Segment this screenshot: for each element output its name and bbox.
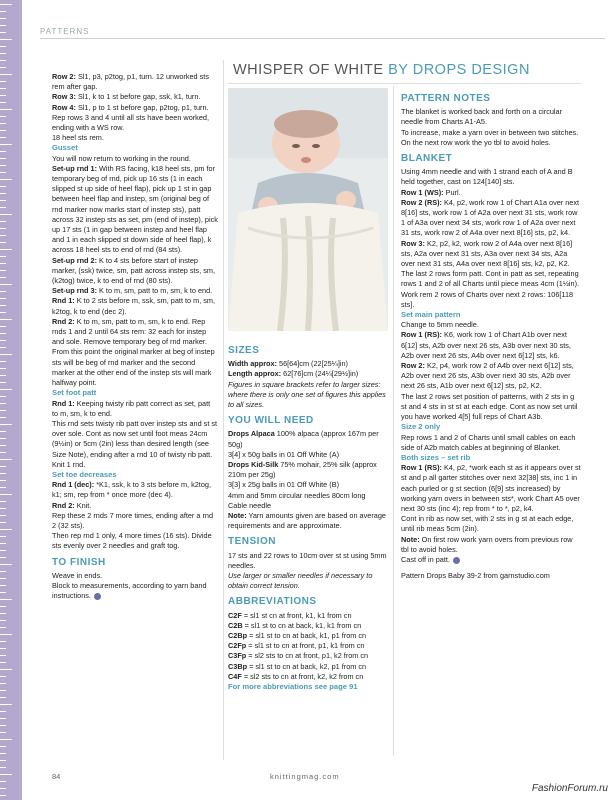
body-paragraph (401, 433, 581, 453)
ruler-tick (0, 284, 12, 285)
paragraph-text: 4mm and 5mm circular needles 80cm long (228, 490, 366, 500)
ruler-tick (0, 4, 12, 5)
body-paragraph (401, 392, 581, 423)
ruler-tick (0, 627, 6, 628)
body-paragraph (401, 555, 581, 565)
bold-lead: Row 1 (RS): (401, 330, 442, 340)
paragraph-text: Rep rows 3 and 4 until all sts have been worked, ending with a WS row. (52, 112, 209, 133)
ruler-tick (0, 298, 6, 299)
body-paragraph (228, 551, 390, 571)
paragraph-text: = sl1 st to cn at back, k1, k1 from cn (242, 620, 362, 630)
ruler-tick (0, 676, 6, 677)
bold-lead: Row 2: (52, 72, 76, 81)
bold-lead: C2B (228, 620, 243, 630)
body-paragraph (52, 286, 218, 296)
bold-lead: Drops Alpaca (228, 429, 275, 439)
bold-lead: Rnd 1: (52, 296, 75, 306)
ruler-tick (0, 67, 6, 68)
body-paragraph (401, 330, 581, 361)
bold-lead: C3Bp (228, 661, 248, 671)
ruler-tick (0, 732, 6, 733)
body-paragraph (52, 92, 218, 102)
body-paragraph (52, 399, 218, 419)
body-paragraph (52, 480, 218, 500)
ruler-tick (0, 235, 6, 236)
paragraph-text: Sl1, p3, p2tog, p1, turn. 12 unworked sts rem after gap. (52, 72, 209, 92)
bold-lead: Set-up rnd 2: (52, 255, 97, 265)
ruler-tick (0, 130, 6, 131)
paragraph-text: K to 2 sts before m, ssk, sm, patt to m, sm, k2tog, k to end (dec 2). (52, 296, 216, 316)
ruler-tick (0, 725, 6, 726)
section-heading: TO FINISH (52, 556, 106, 568)
body-paragraph (228, 672, 390, 682)
column-divider-right (393, 86, 394, 756)
paragraph-text: Knit. (74, 500, 92, 510)
ruler-tick (0, 501, 6, 502)
ruler-tick (0, 291, 6, 292)
subheading: Set foot patt (52, 388, 97, 398)
paragraph-text: = sl2 sts to cn at front, p1, k2 from cn (246, 651, 369, 661)
paragraph-text: *K1, ssk, k to 3 sts before m, k2tog, k1; sm, rep from * once more (dec 4). (52, 480, 211, 500)
ruler-tick (0, 277, 6, 278)
ruler-tick (0, 557, 6, 558)
ruler-tick (0, 74, 12, 75)
bold-lead: Row 1 (RS): (401, 463, 442, 473)
ruler-tick (0, 109, 12, 110)
body-paragraph (52, 511, 218, 531)
paragraph-text: Pattern Drops Baby 39-2 from garnstudio.com (401, 571, 550, 581)
bold-lead: C2Bp (228, 631, 248, 641)
ruler-tick (0, 158, 6, 159)
ruler-tick (0, 305, 6, 306)
paragraph-text: Sl1, k to 1 st before gap, ssk, k1, turn. (75, 92, 201, 102)
ruler-tick (0, 445, 6, 446)
baby-blanket-photo (228, 88, 388, 331)
ruler-tick (0, 39, 12, 40)
subheading: Set toe decreases (52, 469, 117, 479)
ruler-tick (0, 711, 6, 712)
paragraph-text: On first row work yarn overs from previous row tbl to avoid holes. (401, 534, 573, 554)
paragraph-text: = sl1 st to cn at back, k2, p1 from cn (247, 661, 367, 671)
body-paragraph (401, 107, 581, 127)
middle-column (228, 340, 390, 692)
ruler-tick (0, 697, 6, 698)
ruler-tick (0, 102, 6, 103)
body-paragraph (228, 460, 390, 480)
ruler-tick (0, 263, 6, 264)
paragraph-text: K4, p2, work row 1 of Chart A1a over next 8[16] sts, work row 1 of A2a over next 31 sts, work row 1 of A3a over next 34 sts, work row 1 of A2a over next 31 sts, work row 2 of A4a over next 8[16] sts, p2, k4. (401, 197, 580, 238)
paragraph-text: Sl1, p to 1 st before gap, p2tog, p1, turn. (75, 102, 209, 112)
ruler-tick (0, 669, 12, 670)
section-heading: BLANKET (401, 153, 453, 165)
ruler-tick (0, 522, 6, 523)
ruler-tick (0, 326, 6, 327)
body-paragraph (228, 571, 390, 591)
ruler-tick (0, 683, 6, 684)
ruler-tick (0, 585, 6, 586)
title-rule (228, 83, 581, 84)
body-paragraph (401, 239, 581, 270)
ruler-tick (0, 256, 6, 257)
ruler-tick (0, 172, 6, 173)
bold-lead: Width approx: (228, 359, 277, 369)
body-paragraph (401, 514, 581, 534)
bold-lead: Note: (228, 511, 247, 521)
paragraph-text: Then rep rnd 1 only, 4 more times (16 sts). Divide sts evenly over 2 needles and graft tog. (52, 531, 212, 551)
end-mark-icon (94, 593, 101, 600)
paragraph-text: The last 2 rows form patt. Cont in patt as set, repeating rows 1 and 2 of all Charts until piece meas 4cm (1½in). (401, 269, 580, 289)
ruler-tick (0, 494, 12, 495)
body-paragraph (52, 317, 218, 388)
ruler-tick (0, 228, 6, 229)
body-paragraph (228, 511, 390, 531)
ruler-tick (0, 417, 6, 418)
ruler-tick (0, 718, 6, 719)
paragraph-text: 3[3] x 25g balls in 01 Off White (B) (228, 480, 339, 490)
subheading: Both sizes – set rib (401, 452, 471, 462)
ruler-tick (0, 760, 6, 761)
ruler-tick (0, 767, 6, 768)
ruler-tick (0, 207, 6, 208)
paragraph-text: Keeping twisty rib patt correct as set, patt to m, sm, k to end. (52, 398, 211, 418)
body-paragraph (228, 450, 390, 460)
bold-lead: Rnd 1 (dec): (52, 480, 95, 490)
body-paragraph (52, 72, 218, 92)
ruler-tick (0, 389, 12, 390)
paragraph-text: = sl1 st to cn at back, k1, p1 from cn (247, 631, 367, 641)
ruler-tick (0, 753, 6, 754)
body-paragraph (228, 501, 390, 511)
ruler-tick (0, 354, 12, 355)
ruler-tick (0, 32, 6, 33)
paragraph-text: Cast off in patt. (401, 554, 450, 564)
paragraph-text: Using 4mm needle and with 1 strand each of A and B held together, cast on 124[140] sts. (401, 167, 573, 187)
bold-lead: Rnd 2: (52, 500, 75, 510)
paragraph-text: K to m, sm, patt to m, sm, k to end. (97, 286, 213, 296)
body-paragraph (228, 480, 390, 490)
ruler-tick (0, 795, 6, 796)
body-paragraph (228, 651, 390, 661)
column-divider-left (223, 60, 224, 760)
bold-lead: Row 3: (52, 92, 76, 102)
ruler-tick (0, 487, 6, 488)
body-paragraph (228, 621, 390, 631)
ruler-tick (0, 53, 6, 54)
ruler-tick (0, 382, 6, 383)
ruler-tick (0, 466, 6, 467)
paragraph-text: Rep rows 1 and 2 of Charts until small cables on each side of A2b match cables at beginning of Blanket. (401, 432, 576, 452)
ruler-tick (0, 123, 6, 124)
paragraph-text: Block to measurements, according to yarn band instructions. (52, 580, 207, 601)
paragraph-text: With RS facing, k18 heel sts, pm for temporary beg of rnd, pick up 16 sts (1 in each slipped st up side of heel flap), pick up 1 st in gap between heel flap and instep, sm (original beg of rnd marker now marks start of instep sts), patt across 32 instep sts as set, pm (end of instep), pick up 17 sts (1 in gap between instep and heel flap and 1 in each slipped st down side of heel flap), k across 18 heel sts to end of rnd (84 sts). (52, 163, 218, 255)
body-paragraph (401, 535, 581, 555)
ruler-tick (0, 508, 6, 509)
body-paragraph (228, 641, 390, 651)
ruler-tick (0, 81, 6, 82)
paragraph-text: Work rem 2 rows of Charts over next 2 rows: 106[118 sts]. (401, 289, 574, 309)
paragraph-text: 100% alpaca (approx 167m per 50g) (228, 429, 379, 449)
article-title (233, 62, 530, 78)
ruler-tick (0, 529, 12, 530)
title-byline: BY DROPS DESIGN (388, 62, 530, 78)
ruler-tick (0, 459, 12, 460)
header-rule (40, 38, 605, 39)
bold-lead: Row 1 (WS): (401, 187, 444, 197)
paragraph-text: Cont in rib as now set, with 2 sts in g st at each edge, until rib meas 5cm (2in). (401, 514, 574, 534)
bold-lead: Row 3: (401, 238, 425, 248)
ruler-tick (0, 536, 6, 537)
body-paragraph (401, 188, 581, 198)
ruler-tick (0, 221, 6, 222)
ruler-tick (0, 368, 6, 369)
ruler-tick (0, 396, 6, 397)
body-paragraph (401, 198, 581, 239)
ruler-tick (0, 60, 6, 61)
ruler-tick (0, 781, 6, 782)
body-paragraph (228, 631, 390, 641)
ruler-tick (0, 431, 6, 432)
ruler-tick (0, 137, 6, 138)
bold-lead: Row 2: (401, 361, 425, 371)
bold-lead: Rnd 2: (52, 316, 75, 326)
section-heading: YOU WILL NEED (228, 415, 314, 427)
ruler-tick (0, 144, 12, 145)
body-paragraph (228, 662, 390, 672)
paragraph-text: Figures in square brackets refer to larger sizes: where there is only one set of figures this applies to all sizes. (228, 379, 386, 410)
section-heading: PATTERN NOTES (401, 93, 491, 104)
watermark: FashionForum.ru (531, 783, 608, 794)
paragraph-text: Purl. (443, 187, 461, 197)
ruler-tick (0, 788, 6, 789)
body-paragraph (401, 167, 581, 187)
ruler-tick (0, 578, 6, 579)
paragraph-text: = sl1 st to cn at front, p1, k1 from cn (246, 641, 365, 651)
body-paragraph (52, 531, 218, 551)
paragraph-text: K to m, sm, patt to m, sm, k to end. Rep rnds 1 and 2 until 64 sts rem: 32 each for instep and sole. Remove temporary beg of rnd marker. From this point the original marker at beg of instep sts will be beg of rnd marker and the second marker at the other end of the instep sts will mark halfway point. (52, 316, 215, 388)
section-heading: SIZES (228, 345, 260, 356)
ruler-tick (0, 242, 6, 243)
section-heading: TENSION (228, 536, 276, 548)
end-mark-icon (453, 557, 460, 564)
ruler-tick (0, 88, 6, 89)
ruler-tick (0, 95, 6, 96)
ruler-tick (0, 690, 6, 691)
ruler-tick (0, 200, 6, 201)
body-paragraph (52, 581, 218, 601)
ruler-tick (0, 214, 12, 215)
paragraph-text: This rnd sets twisty rib patt over instep sts and st st over sole. Cont as now set until foot meas 24cm (9½in) or 5cm (2in) less than desired length (see Size Note), ending after a rnd 10 of twisty rib patt. Knit 1 rnd. (52, 418, 218, 469)
ruler-tick (0, 599, 12, 600)
ruler-tick (0, 46, 6, 47)
paragraph-text: Weave in ends. (52, 570, 103, 580)
subheading: Set main pattern (401, 310, 461, 320)
ruler-tick (0, 193, 6, 194)
paragraph-text: The last 2 rows set position of patterns, with 2 sts in g st and 4 sts in st st at each edge. Cont as now set until you have worked 4[5] full reps of Chart A3b. (401, 391, 578, 422)
body-paragraph (228, 611, 390, 621)
paragraph-text: You will now return to working in the round. (52, 153, 191, 163)
ruler-tick (0, 543, 6, 544)
paragraph-text: Cable needle (228, 500, 272, 510)
paragraph-text: K4, p2, *work each st as it appears over st st and p all garter stitches over next 32[38] sts, inc 1 in each purled or g st section (6[9] sts increased) by working yarn overs in between sts*, work Chart A5 over next 30 sts (inc 4); rep from * to *, p2, k4. (401, 463, 581, 513)
ruler-tick (0, 333, 6, 334)
title-main: WHISPER OF WHITE (233, 62, 384, 78)
bold-lead: Set-up rnd 3: (52, 286, 97, 296)
ruler-tick (0, 116, 6, 117)
ruler-tick (0, 361, 6, 362)
paragraph-text: K2, p2, k2, work row 2 of A4a over next 8[16] sts, A2a over next 31 sts, A3a over next 34 sts, A2a over next 31 sts, A4a over next 8[16] sts, k2, p2, K2. (401, 238, 573, 269)
body-paragraph (52, 256, 218, 287)
bold-lead: C2F (228, 610, 242, 620)
ruler-tick (0, 179, 12, 180)
ruler-tick (0, 452, 6, 453)
ruler-tick (0, 641, 6, 642)
bold-lead: C4F (228, 671, 242, 681)
section-heading: ABBREVIATIONS (228, 596, 317, 608)
paragraph-text: Rep these 2 rnds 7 more times, ending after a rnd 2 (32 sts). (52, 510, 214, 530)
body-paragraph (52, 154, 218, 164)
ruler-tick (0, 564, 12, 565)
body-paragraph (52, 571, 218, 581)
ruler-tick (0, 424, 12, 425)
baby-illustration (228, 88, 388, 331)
ruler-tick (0, 620, 6, 621)
paragraph-text: The blanket is worked back and forth on a circular needle from Charts A1-A5. (401, 107, 563, 127)
ruler-tick (0, 515, 6, 516)
side-ruler (0, 0, 22, 800)
ruler-tick (0, 571, 6, 572)
site-footer: knittingmag.com (270, 772, 340, 781)
paragraph-text: 56[64]cm (22[25¼]in) (276, 359, 348, 369)
body-paragraph (228, 369, 390, 379)
body-paragraph (52, 419, 218, 470)
ruler-tick (0, 606, 6, 607)
ruler-tick (0, 634, 12, 635)
section-header: PATTERNS (40, 27, 90, 36)
ruler-tick (0, 774, 12, 775)
paragraph-text: K6, work row 1 of Chart A1b over next 6[12] sts, A2b over next 26 sts, A3b over next 30 sts, A2b over next 26 sts, A4b over next 6[12] sts, k6. (401, 330, 571, 360)
paragraph-text: = sl1 st cn at front, k1, k1 from cn (241, 610, 352, 620)
ruler-tick (0, 347, 6, 348)
body-paragraph (401, 463, 581, 514)
ruler-tick (0, 312, 6, 313)
body-paragraph (401, 571, 581, 581)
ruler-tick (0, 473, 6, 474)
body-paragraph (228, 359, 390, 369)
bold-lead: C3Fp (228, 651, 247, 661)
ruler-tick (0, 655, 6, 656)
ruler-tick (0, 165, 6, 166)
body-paragraph (52, 133, 218, 143)
paragraph-text: 17 sts and 22 rows to 10cm over st st using 5mm needles. (228, 550, 387, 570)
ruler-tick (0, 151, 6, 152)
ruler-tick (0, 249, 12, 250)
paragraph-text: To increase, make a yarn over in between two stitches. On the next row work the yo tbl to avoid holes. (401, 127, 579, 147)
body-paragraph (52, 501, 218, 511)
body-paragraph (401, 361, 581, 392)
paragraph-text: Use larger or smaller needles if necessary to obtain correct tension. (228, 571, 373, 591)
paragraph-text: 62[76]cm (24¼[29½]in) (281, 369, 359, 379)
page-number: 84 (52, 772, 61, 781)
ruler-tick (0, 186, 6, 187)
subheading: For more abbreviations see page 91 (228, 682, 358, 692)
body-paragraph (401, 320, 581, 330)
body-paragraph (401, 128, 581, 148)
ruler-tick (0, 613, 6, 614)
paragraph-text: Change to 5mm needle. (401, 320, 479, 330)
bold-lead: Row 4: (52, 102, 76, 112)
ruler-tick (0, 403, 6, 404)
ruler-tick (0, 11, 6, 12)
paragraph-text: 75% mohair, 25% silk (approx 210m per 25g) (228, 460, 377, 480)
ruler-tick (0, 340, 6, 341)
paragraph-text: 18 heel sts rem. (52, 133, 104, 143)
body-paragraph (401, 290, 581, 310)
ruler-tick (0, 480, 6, 481)
ruler-tick (0, 410, 6, 411)
ruler-tick (0, 704, 12, 705)
body-paragraph (228, 429, 390, 449)
left-column (52, 72, 218, 601)
paragraph-text: Yarn amounts given are based on average requirements and are approximate. (228, 511, 386, 531)
ruler-tick (0, 375, 6, 376)
subheading: Size 2 only (401, 422, 441, 432)
body-paragraph (228, 491, 390, 501)
ruler-tick (0, 25, 6, 26)
ruler-tick (0, 746, 6, 747)
bold-lead: Rnd 1: (52, 398, 75, 408)
bold-lead: Row 2 (RS): (401, 197, 442, 207)
bold-lead: Drops Kid-Silk (228, 460, 279, 470)
bold-lead: C2Fp (228, 641, 247, 651)
ruler-tick (0, 648, 6, 649)
ruler-tick (0, 438, 6, 439)
ruler-tick (0, 592, 6, 593)
body-paragraph (401, 269, 581, 289)
body-paragraph (52, 103, 218, 113)
ruler-tick (0, 270, 6, 271)
ruler-tick (0, 739, 12, 740)
paragraph-text: K to 4 sts before start of instep marker, (ssk) twice, sm, patt across instep sts, sm, (k2tog) twice, k to end of rnd (80 sts). (52, 255, 215, 286)
ruler-tick (0, 662, 6, 663)
body-paragraph (52, 296, 218, 316)
paragraph-text: 3[4] x 50g balls in 01 Off White (A) (228, 449, 339, 459)
paragraph-text: = sl2 sts to cn at front, k2, k2 from cn (241, 671, 364, 681)
bold-lead: Length approx: (228, 369, 282, 379)
body-paragraph (228, 380, 390, 411)
bold-lead: Set-up rnd 1: (52, 163, 97, 173)
right-column (401, 88, 581, 581)
ruler-tick (0, 18, 6, 19)
paragraph-text: K2, p4, work row 2 of A4b over next 6[12] sts, A2b over next 26 sts, A3b over next 30 sts, A2b over next 26 sts, A1b over next 6[12] sts, p2, K2. (401, 361, 574, 391)
ruler-tick (0, 319, 12, 320)
ruler-tick (0, 550, 6, 551)
body-paragraph (52, 113, 218, 133)
bold-lead: Note: (401, 534, 420, 544)
subheading: Gusset (52, 143, 78, 153)
body-paragraph (52, 164, 218, 256)
